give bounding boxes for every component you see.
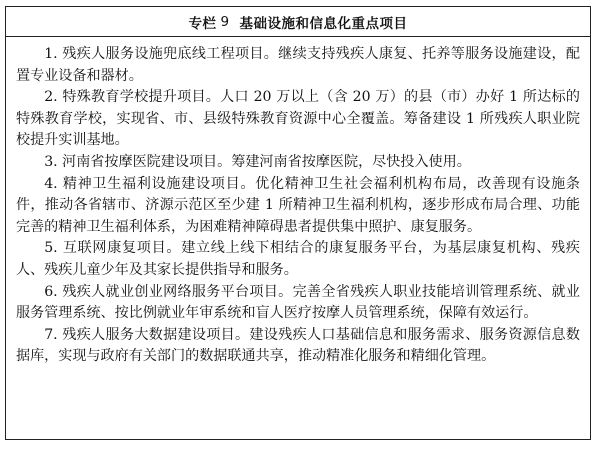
project-item: 4. 精神卫生福利设施建设项目。优化精神卫生社会福利机构布局，改善现有设施条件，推动各省辖市、济源示范区至少建 1 所精神卫生福利机构，逐步形成布局合理、功能完善的精神卫生福利体系，为困难精神障碍患者提供集中照护、康复服务。 [16,175,580,235]
project-item: 5. 互联网康复项目。建立线上线下相结合的康复服务平台，为基层康复机构、残疾人、残疾儿童少年及其家长提供指导和服务。 [16,240,580,278]
project-item: 6. 残疾人就业创业网络服务平台项目。完善全省残疾人职业技能培训管理系统、就业服务管理系统、按比例就业年审系统和盲人医疗按摩人员管理系统，保障有效运行。 [16,283,580,322]
column-label: 专栏 [188,15,217,32]
project-item: 7. 残疾人服务大数据建设项目。建设残疾人口基础信息和服务需求、服务资源信息数据库，实现与政府有关部门的数据联通共享，推动精准化服务和精细化管理。 [16,326,580,365]
project-item: 2. 特殊教育学校提升项目。人口 20 万以上（含 20 万）的县（市）办好 1 所达标的特殊教育学校，实现省、市、县级特殊教育资源中心全覆盖。筹备建设 1 所残疾人职业院校提升实训基地。 [16,89,580,149]
column-title: 基础设施和信息化重点项目 [239,15,408,32]
project-item: 1. 残疾人服务设施兜底线工程项目。继续支持残疾人康复、托养等服务设施建设，配置专业设备和器材。 [16,46,580,84]
column-content [6,37,590,368]
project-item: 3. 河南省按摩医院建设项目。筹建河南省按摩医院，尽快投入使用。 [44,153,471,170]
column-number: 9 [220,13,230,30]
special-column-box [5,6,591,440]
column-header [6,7,590,37]
